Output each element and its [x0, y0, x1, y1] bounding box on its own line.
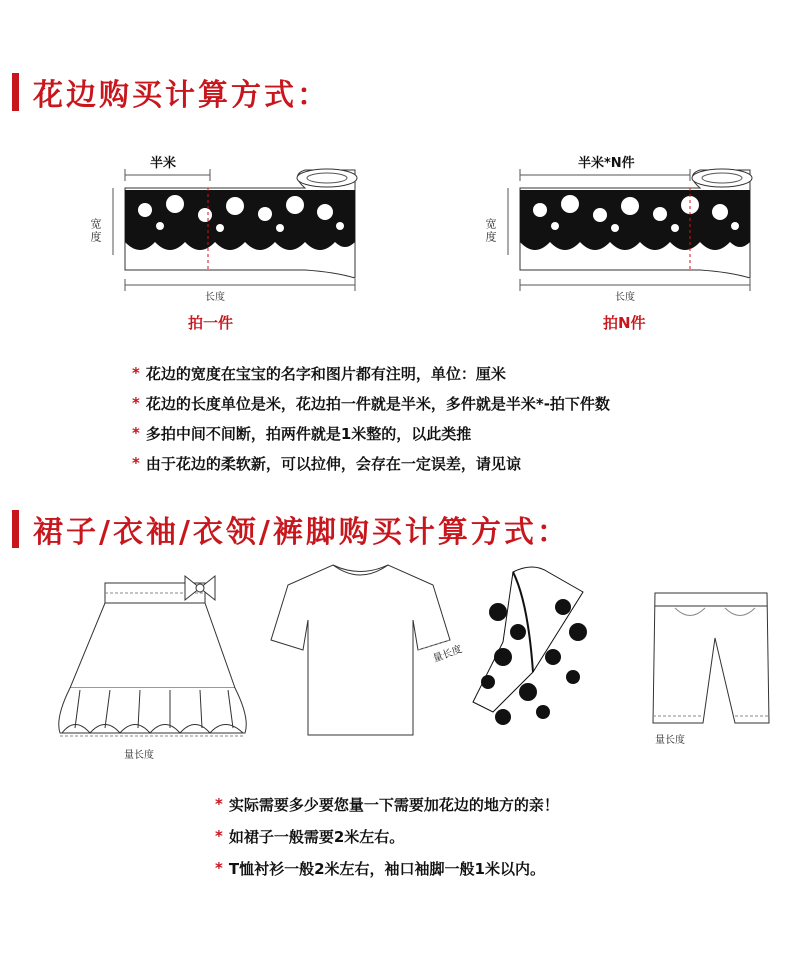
section2-header	[12, 507, 570, 551]
shirt-illustration	[268, 560, 453, 740]
section2-title: 裙子/衣袖/衣领/裤脚购买计算方式：	[33, 515, 570, 550]
star-marker: *	[132, 454, 140, 472]
width-label-left: 宽度	[89, 218, 102, 244]
buy-n-caption: 拍N件	[603, 314, 646, 332]
buy-one-caption: 拍一件	[188, 314, 234, 332]
list-item: * 实际需要多少要您量一下需要加花边的地方的亲！	[215, 795, 559, 814]
star-marker: *	[132, 424, 140, 442]
star-marker: *	[215, 795, 223, 813]
half-meter-label: 半米	[150, 156, 177, 171]
lace-roll-left	[105, 160, 365, 320]
list-item: * 花边的宽度在宝宝的名字和图片都有注明，单位：厘米	[132, 364, 506, 383]
list-item: * 由于花边的柔软新，可以拉伸，会存在一定误差，请见谅	[132, 454, 521, 473]
section1-accent-bar	[12, 73, 19, 111]
pants-illustration	[645, 588, 775, 728]
half-meter-n-label: 半米*N件	[578, 156, 635, 171]
list-item: * 花边的长度单位是米，花边拍一件就是半米，多件就是半米*-拍下件数	[132, 394, 610, 413]
section2-accent-bar	[12, 510, 19, 548]
collar-lace-illustration	[473, 562, 603, 737]
star-marker: *	[215, 827, 223, 845]
length-label-left: 长度	[205, 292, 225, 303]
skirt-illustration	[50, 568, 250, 743]
garment-notes-list	[215, 788, 559, 884]
list-item: * T恤衬衫一般2米左右，袖口袖脚一般1米以内。	[215, 859, 545, 878]
star-marker: *	[132, 394, 140, 412]
length-label-right: 长度	[615, 292, 635, 303]
star-marker: *	[215, 859, 223, 877]
section1-header	[12, 70, 330, 114]
section1-title: 花边购买计算方式：	[33, 78, 330, 113]
width-label-right: 宽度	[484, 218, 497, 244]
list-item: * 多拍中间不间断，拍两件就是1米整的，以此类推	[132, 424, 472, 443]
star-marker: *	[132, 364, 140, 382]
lace-notes-list	[132, 358, 610, 478]
skirt-measure-label: 量长度	[124, 750, 154, 761]
list-item: * 如裙子一般需要2米左右。	[215, 827, 405, 846]
pants-measure-label: 量长度	[655, 735, 685, 746]
shirt-measure-label: 量长度	[431, 644, 464, 665]
